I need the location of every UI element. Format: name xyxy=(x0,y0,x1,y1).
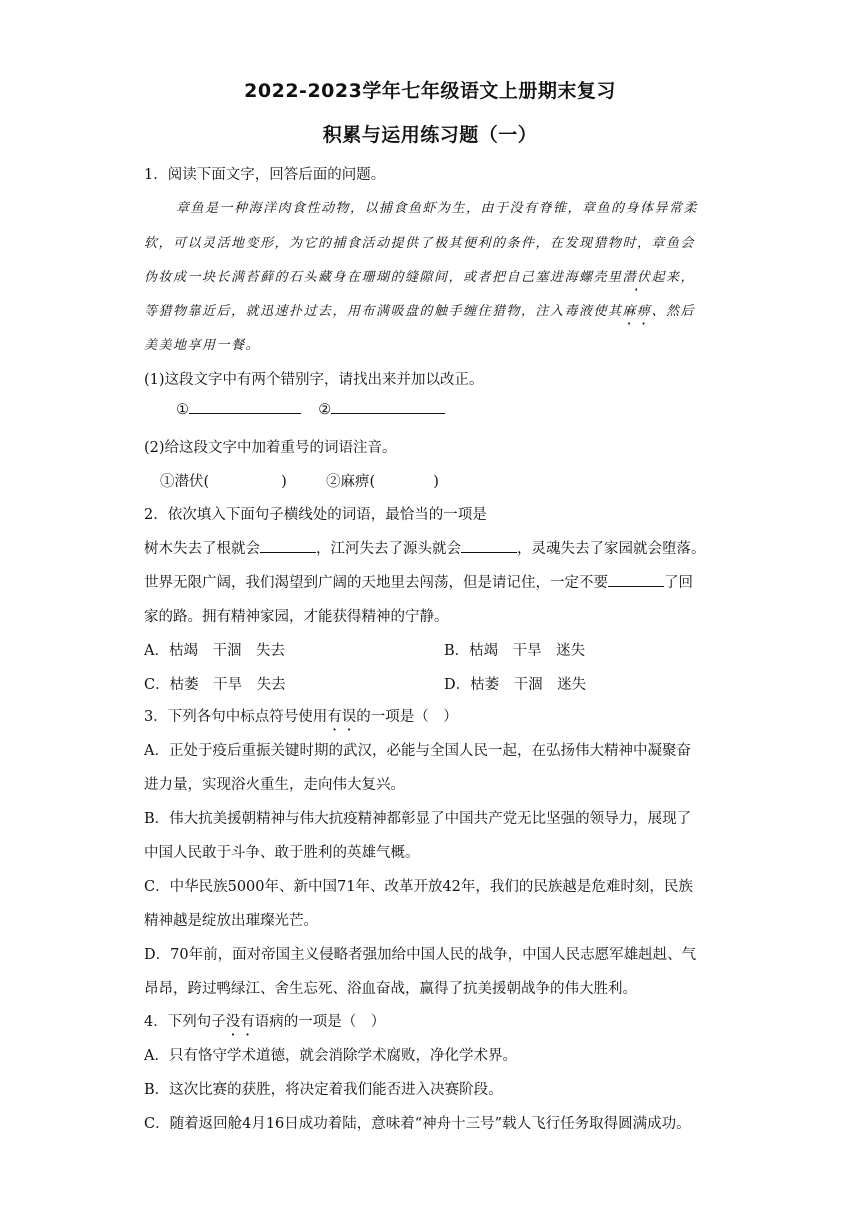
q2-stem: 2．依次填入下面句子横线处的词语，最恰当的一项是 xyxy=(144,507,487,523)
q4-option-b[interactable]: B．这次比赛的获胜，将决定着我们能否进入决赛阶段。 xyxy=(144,1082,503,1098)
q1-passage-line-1: 章鱼是一种海洋肉食性动物，以捕食鱼虾为生，由于没有脊锥，章鱼的身体异常柔 xyxy=(176,201,699,216)
q2-option-d[interactable]: D．枯萎 干涸 迷失 xyxy=(444,677,587,693)
q1-sub1: (1)这段文字中有两个错别字，请找出来并加以改正。 xyxy=(144,372,484,388)
q2-line-3: 家的路。拥有精神家园，才能获得精神的宁静。 xyxy=(144,609,449,625)
fill-blank-2[interactable] xyxy=(461,552,517,553)
q4-stem xyxy=(144,1010,385,1031)
pinyin-item-1-close: ) xyxy=(281,474,287,490)
q4-option-c[interactable]: C．随着返回舱4月16日成功着陆，意味着“神舟十三号”载人飞行任务取得圆满成功。 xyxy=(144,1116,691,1132)
q1-emphasized-word-1: 潜伏 xyxy=(622,270,652,285)
q1-sub1-answer-row xyxy=(176,402,445,418)
q4-stem-post: 语病的一项是（ ） xyxy=(254,1014,386,1030)
q2-line-1-b: ，江河失去了源头就会 xyxy=(316,541,461,557)
q1-passage-line-5: 美美地享用一餐。 xyxy=(144,338,261,353)
q3-option-d-line-2[interactable]: 昂昂，跨过鸭绿江、舍生忘死、浴血奋战，赢得了抗美援朝战争的伟大胜利。 xyxy=(144,981,637,997)
answer-mark-2: ② xyxy=(318,402,332,418)
answer-mark-1: ① xyxy=(176,402,189,418)
q3-option-d-line-1[interactable]: D．70年前，面对帝国主义侵略者强加给中国人民的战争，中国人民志愿军雄赳赳、气 xyxy=(144,947,697,963)
q2-line-1-a: 树木失去了根就会 xyxy=(144,541,260,557)
q2-line-2 xyxy=(144,571,693,592)
q1-passage-line-4-tail: 、然后 xyxy=(651,304,696,319)
q1-emphasized-char-ma: 麻 xyxy=(622,304,638,319)
q1-passage-line-4 xyxy=(144,300,695,319)
q1-passage-line-3 xyxy=(144,266,695,285)
pinyin-item-2-open: ②麻痹( xyxy=(326,474,376,490)
q2-option-a[interactable]: A．枯竭 干涸 失去 xyxy=(144,643,285,659)
pinyin-item-1-open: ①潜伏( xyxy=(160,474,210,490)
q4-stem-pre: 4．下列句子 xyxy=(144,1014,226,1030)
q2-line-1 xyxy=(144,537,706,558)
q1-passage-line-2: 软，可以灵活地变形，为它的捕食活动提供了极其便利的条件，在发现猎物时，章鱼会 xyxy=(144,236,696,251)
fill-blank-3[interactable] xyxy=(608,586,664,587)
q3-option-b-line-2[interactable]: 中国人民敢于斗争、敢于胜利的英雄气概。 xyxy=(144,845,420,861)
q4-option-a[interactable]: A．只有恪守学术道德，就会消除学术腐败，净化学术界。 xyxy=(144,1048,517,1064)
q1-stem: 1．阅读下面文字，回答后面的问题。 xyxy=(144,167,386,183)
q3-option-b-line-1[interactable]: B．伟大抗美援朝精神与伟大抗疫精神都彰显了中国共产党无比坚强的领导力，展现了 xyxy=(144,811,692,827)
q2-option-b[interactable]: B．枯竭 干旱 迷失 xyxy=(444,643,586,659)
q2-option-c[interactable]: C．枯萎 干旱 失去 xyxy=(144,677,286,693)
pinyin-item-2-close: ) xyxy=(433,474,439,490)
q4-emphasis-2: 有 xyxy=(240,1014,255,1030)
q1-passage-line-3-text: 伪妆成一块长满苔藓的石头藏身在珊瑚的缝隙间，或者把自己塞进海螺壳里 xyxy=(144,270,623,285)
fill-blank-1[interactable] xyxy=(260,552,316,553)
document-subtitle: 积累与运用练习题（一） xyxy=(322,124,538,146)
q3-stem-post: 的一项是（ ） xyxy=(356,709,458,725)
q3-option-a-line-1[interactable]: A．正处于疫后重振关键时期的武汉，必能与全国人民一起，在弘扬伟大精神中凝聚奋 xyxy=(144,743,691,759)
q3-option-c-line-1[interactable]: C．中华民族5000年、新中国71年、改革开放42年，我们的民族越是危难时刻，民族 xyxy=(144,879,693,895)
q3-option-a-line-2[interactable]: 进力量，实现浴火重生，走向伟大复兴。 xyxy=(144,777,405,793)
q3-emphasis-2: 误 xyxy=(341,709,357,725)
q1-passage-line-3-tail: 起来， xyxy=(651,270,696,285)
q4-emphasis-1: 没 xyxy=(225,1014,241,1030)
answer-blank-2[interactable] xyxy=(331,413,445,414)
q2-line-2-b: 了回 xyxy=(664,575,693,591)
q3-option-c-line-2[interactable]: 精神越是绽放出璀璨光芒。 xyxy=(144,913,318,929)
answer-blank-1[interactable] xyxy=(189,413,301,414)
q1-sub2-answer-row xyxy=(160,470,439,491)
q2-line-2-a: 世界无限广阔，我们渴望到广阔的天地里去闯荡，但是请记住，一定不要 xyxy=(144,575,608,591)
q1-sub2: (2)给这段文字中加着重号的词语注音。 xyxy=(144,440,397,456)
document-title: 2022-2023学年七年级语文上册期末复习 xyxy=(244,80,616,102)
q2-line-1-c: ，灵魂失去了家园就会堕落。 xyxy=(517,541,706,557)
q3-stem-pre: 3．下列各句中标点符号使用 xyxy=(144,709,328,725)
q3-emphasis-1: 有 xyxy=(327,709,342,725)
q1-passage-line-4-text: 等猎物靠近后，就迅速扑过去，用布满吸盘的触手缠住猎物，注入毒液使其 xyxy=(144,304,623,319)
q3-stem xyxy=(144,705,458,726)
q1-emphasized-char-bi: 痹 xyxy=(637,304,652,319)
